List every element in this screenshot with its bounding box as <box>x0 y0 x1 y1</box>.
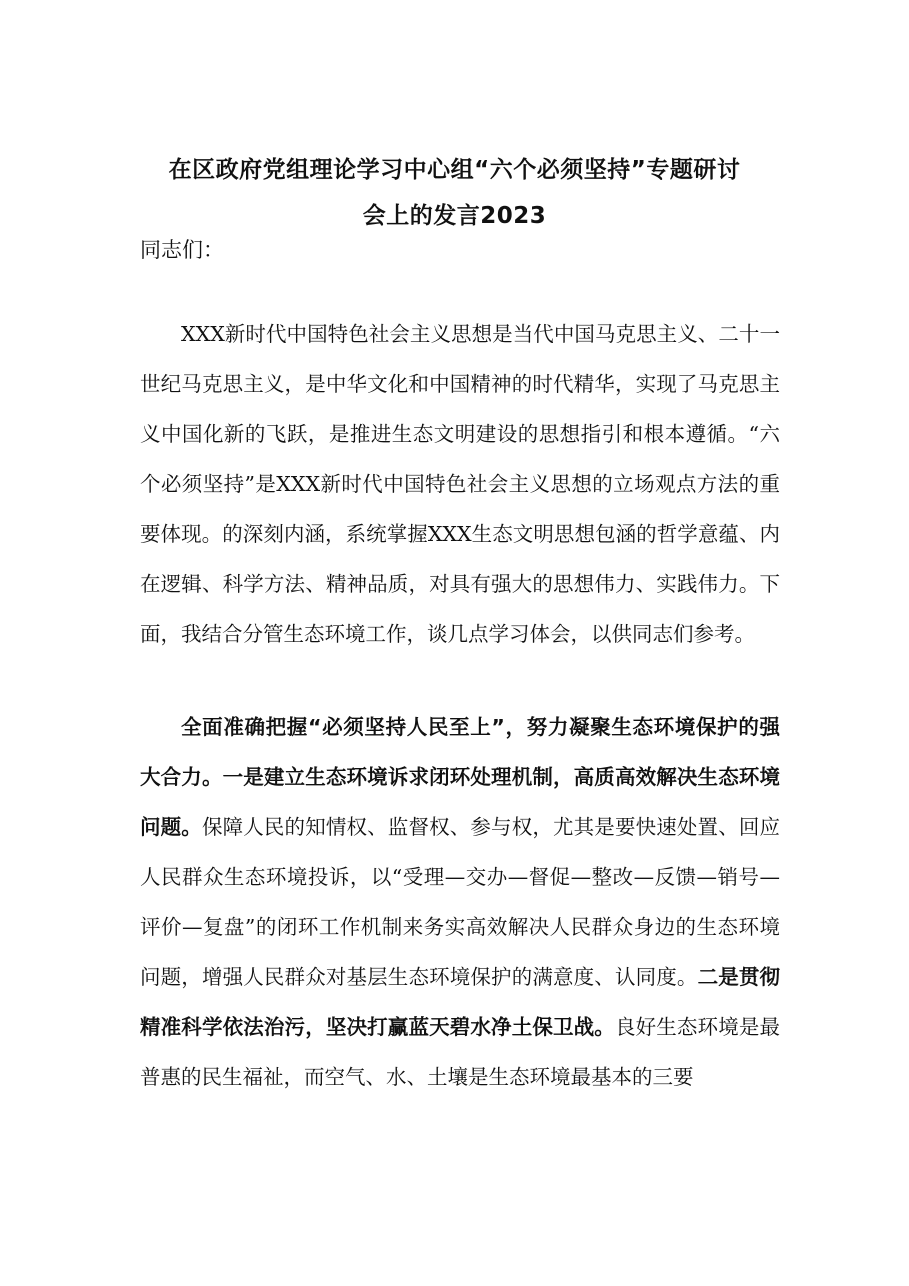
document-title-line-2: 会上的发言2023 <box>362 203 547 229</box>
document-title-line-1: 在区政府党组理论学习中心组“六个必须坚持”专题研讨 <box>168 157 741 183</box>
paragraph-people-first <box>140 702 780 1102</box>
point-1-heading: 一是建立生态环境诉求闭环处理机制，高质高效解决生态环境问题。 <box>140 765 781 839</box>
point-2-heading: 二是贯彻精准科学依法治污，坚决打赢蓝天碧水净土保卫战。 <box>140 965 781 1039</box>
point-1-text: 保障人民的知情权、监督权、参与权，尤其是要快速处置、回应人民群众生态环境投诉，以“受理—交办—督促—整改—反馈—销号—评价—复盘”的闭环工作机制来务实高效解决人民群众身边的生态环境问题，增强人民群众对基层生态环境保护的满意度、认同度。 <box>140 815 781 989</box>
paragraph-intro: XXX新时代中国特色社会主义思想是当代中国马克思主义、二十一世纪马克思主义，是中华文化和中国精神的时代精华，实现了马克思主义中国化新的飞跃，是推进生态文明建设的思想指引和根本遵循。“六个必须坚持”是XXX新时代中国特色社会主义思想的立场观点方法的重要体现。的深刻内涵，系统掌握XXX生态文明思想包涵的哲学意蕴、内在逻辑、科学方法、精神品质，对具有强大的思想伟力、实践伟力。下面，我结合分管生态环境工作，谈几点学习体会，以供同志们参考。 <box>140 322 780 646</box>
point-2-text: 良好生态环境是最普惠的民生福祉，而空气、水、土壤是生态环境最基本的三要 <box>140 1015 781 1089</box>
section-heading: 全面准确把握“必须坚持人民至上”，努力凝聚生态环境保护的强大合力。 <box>140 715 780 789</box>
salutation: 同志们： <box>140 238 224 262</box>
